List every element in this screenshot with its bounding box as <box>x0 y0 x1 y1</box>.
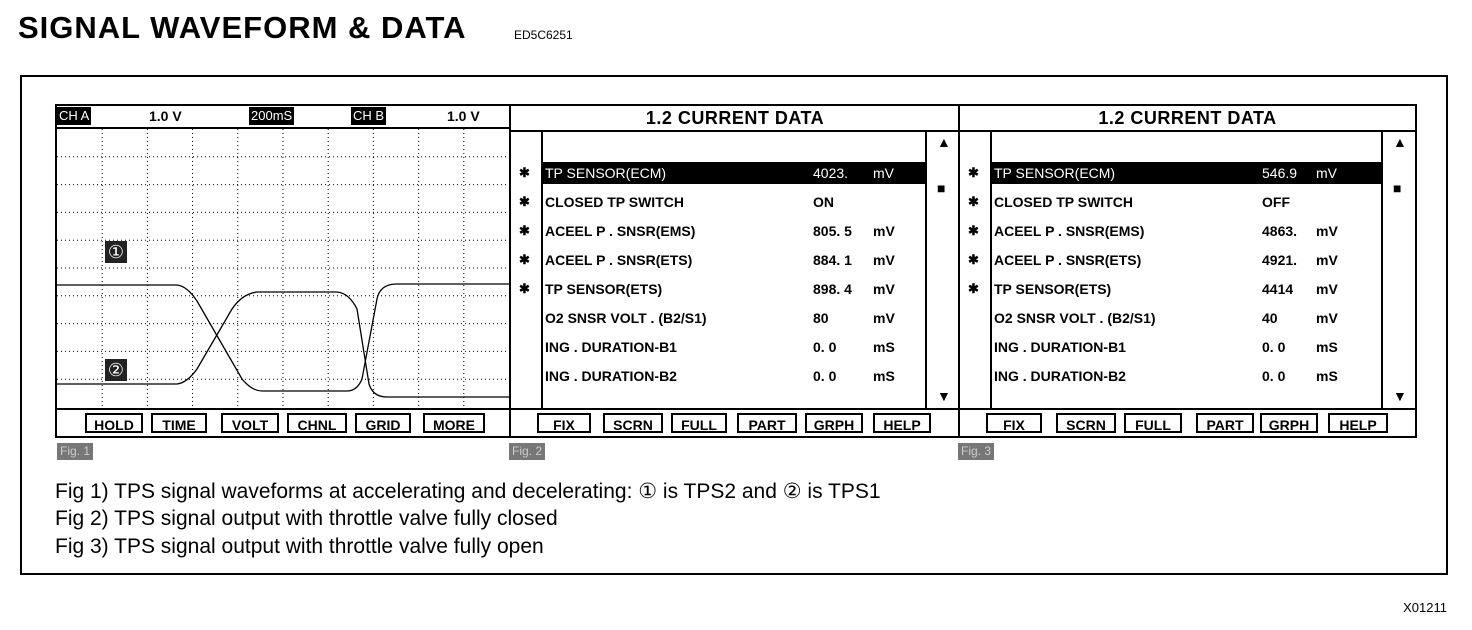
data-row-name: TP SENSOR(ETS) <box>994 281 1112 297</box>
scroll-thumb-icon[interactable]: ■ <box>1393 180 1402 196</box>
data-row-unit: mS <box>873 368 895 384</box>
scroll-down-icon[interactable]: ▼ <box>1393 388 1407 404</box>
data-row-name: ACEEL P . SNSR(ETS) <box>545 252 693 268</box>
softkey-grid[interactable]: GRID <box>355 413 411 433</box>
data-row-name: TP SENSOR(ETS) <box>545 281 663 297</box>
data-row-name: ACEEL P . SNSR(ETS) <box>994 252 1142 268</box>
data-row[interactable] <box>992 365 1381 387</box>
scroll-up-icon[interactable]: ▲ <box>937 134 951 150</box>
fig-tag-1: Fig. 1 <box>57 443 93 460</box>
data-row[interactable] <box>543 307 925 329</box>
data-row-unit: mV <box>1316 223 1338 239</box>
scroll-up-icon[interactable]: ▲ <box>1393 134 1407 150</box>
data-list <box>541 132 927 408</box>
row-marker-icon: ✱ <box>968 165 979 180</box>
row-marker-icon: ✱ <box>519 194 530 209</box>
fig-tag-3: Fig. 3 <box>958 443 994 460</box>
data-row[interactable] <box>992 278 1381 300</box>
data-row[interactable] <box>543 249 925 271</box>
row-marker-icon: ✱ <box>968 194 979 209</box>
softkey-fix[interactable]: FIX <box>537 413 591 433</box>
scope-softkeys <box>57 408 509 436</box>
data-row-name: ACEEL P . SNSR(EMS) <box>994 223 1145 239</box>
softkey-volt[interactable]: VOLT <box>221 413 279 433</box>
data-row-value: 884. 1 <box>813 252 852 268</box>
data-row-unit: mV <box>873 223 895 239</box>
data-row-value: 4023. <box>813 165 849 181</box>
data-row[interactable] <box>992 191 1381 213</box>
softkey-full[interactable]: FULL <box>1124 413 1182 433</box>
data-row[interactable] <box>992 162 1381 184</box>
row-marker-icon: ✱ <box>519 223 530 238</box>
data-row-value: 898. 4 <box>813 281 852 297</box>
channel-b-label: CH B <box>353 108 385 123</box>
data-row-value: 0. 0 <box>813 339 837 355</box>
data-row-unit: mV <box>1316 310 1338 326</box>
softkey-part[interactable]: PART <box>1196 413 1254 433</box>
row-marker-icon: ✱ <box>968 223 979 238</box>
data-row[interactable] <box>543 220 925 242</box>
page-title: SIGNAL WAVEFORM & DATA <box>18 10 467 45</box>
data-row-unit: mS <box>1316 368 1338 384</box>
scope-header <box>57 106 509 126</box>
softkey-help[interactable]: HELP <box>1328 413 1388 433</box>
data-row-value: 4921. <box>1262 252 1298 268</box>
data-row-unit: mS <box>873 339 895 355</box>
data-row[interactable] <box>543 162 925 184</box>
data-row-value: 80 <box>813 310 829 326</box>
waveform-grid <box>57 129 509 407</box>
data-row-value: 4863. <box>1262 223 1298 239</box>
caption-fig-2: Fig 2) TPS signal output with throttle valve fully closed <box>55 507 558 530</box>
scope-panel <box>57 106 509 436</box>
data-row-name: O2 SNSR VOLT . (B2/S1) <box>994 310 1156 326</box>
data-row-unit: mV <box>873 252 895 268</box>
row-marker-icon: ✱ <box>519 165 530 180</box>
channel-b-volt: 1.0 V <box>447 108 480 124</box>
document-code: ED5C6251 <box>514 28 573 42</box>
data-row-value: ON <box>813 194 834 210</box>
softkey-hold[interactable]: HOLD <box>85 413 143 433</box>
softkey-grph[interactable]: GRPH <box>805 413 863 433</box>
figure-code: X01211 <box>1403 600 1447 615</box>
data-row-unit: mV <box>1316 281 1338 297</box>
marker-2: ② <box>107 360 125 381</box>
softkey-fix[interactable]: FIX <box>986 413 1042 433</box>
channel-a-volt: 1.0 V <box>149 108 182 124</box>
data-row-unit: mV <box>873 281 895 297</box>
softkey-more[interactable]: MORE <box>423 413 485 433</box>
data-row-value: 0. 0 <box>813 368 837 384</box>
data-row-name: CLOSED TP SWITCH <box>994 194 1133 210</box>
data-row-unit: mV <box>1316 252 1338 268</box>
softkey-part[interactable]: PART <box>737 413 797 433</box>
softkey-full[interactable]: FULL <box>671 413 727 433</box>
marker-1: ① <box>107 242 125 263</box>
data-row[interactable] <box>543 336 925 358</box>
softkey-chnl[interactable]: CHNL <box>287 413 347 433</box>
data-row-unit: mV <box>1316 165 1337 181</box>
data-row[interactable] <box>543 278 925 300</box>
data-row-unit: mV <box>873 165 894 181</box>
data-list <box>990 132 1383 408</box>
row-marker-icon: ✱ <box>519 281 530 296</box>
data-softkeys <box>511 408 959 436</box>
data-row-name: ING . DURATION-B1 <box>545 339 677 355</box>
data-row[interactable] <box>992 336 1381 358</box>
data-row-unit: mS <box>1316 339 1338 355</box>
data-row[interactable] <box>992 307 1381 329</box>
softkey-scrn[interactable]: SCRN <box>1056 413 1116 433</box>
data-row-name: ACEEL P . SNSR(EMS) <box>545 223 696 239</box>
data-row-value: 0. 0 <box>1262 368 1286 384</box>
time-base-label: 200mS <box>251 108 293 123</box>
data-row-value: 805. 5 <box>813 223 852 239</box>
data-row-value: 4414 <box>1262 281 1294 297</box>
panel-title: 1.2 CURRENT DATA <box>960 106 1415 132</box>
data-row-value: 0. 0 <box>1262 339 1286 355</box>
caption-fig-1: Fig 1) TPS signal waveforms at accelerating and decelerating: ① is TPS2 and ② is TPS1 <box>55 480 881 503</box>
data-row-value: 40 <box>1262 310 1278 326</box>
scroll-down-icon[interactable]: ▼ <box>937 388 951 404</box>
caption-fig-3: Fig 3) TPS signal output with throttle valve fully open <box>55 535 544 558</box>
data-row[interactable] <box>992 220 1381 242</box>
data-row-name: ING . DURATION-B2 <box>545 368 677 384</box>
softkey-help[interactable]: HELP <box>873 413 931 433</box>
data-row[interactable] <box>543 191 925 213</box>
row-marker-icon: ✱ <box>519 252 530 267</box>
panel-title: 1.2 CURRENT DATA <box>511 106 959 132</box>
fig-tag-2: Fig. 2 <box>509 443 545 460</box>
scrollbar[interactable] <box>929 132 959 408</box>
softkey-grph[interactable]: GRPH <box>1260 413 1318 433</box>
data-row-name: TP SENSOR(ECM) <box>994 165 1116 181</box>
data-row-name: ING . DURATION-B1 <box>994 339 1126 355</box>
waveform-area <box>57 129 509 407</box>
scrollbar[interactable] <box>1385 132 1415 408</box>
data-panel-2 <box>958 106 1415 436</box>
data-softkeys <box>960 408 1415 436</box>
data-row[interactable] <box>992 249 1381 271</box>
data-row-name: CLOSED TP SWITCH <box>545 194 684 210</box>
softkey-time[interactable]: TIME <box>151 413 207 433</box>
data-row-value: 546.9 <box>1262 165 1298 181</box>
data-row-value: OFF <box>1262 194 1290 210</box>
row-marker-icon: ✱ <box>968 252 979 267</box>
softkey-scrn[interactable]: SCRN <box>603 413 663 433</box>
scroll-thumb-icon[interactable]: ■ <box>937 180 946 196</box>
data-row-name: TP SENSOR(ECM) <box>545 165 667 181</box>
data-row-unit: mV <box>873 310 895 326</box>
data-row-name: ING . DURATION-B2 <box>994 368 1126 384</box>
data-panel-1 <box>509 106 959 436</box>
channel-a-label: CH A <box>59 108 90 123</box>
data-row[interactable] <box>543 365 925 387</box>
row-marker-icon: ✱ <box>968 281 979 296</box>
data-row-name: O2 SNSR VOLT . (B2/S1) <box>545 310 707 326</box>
